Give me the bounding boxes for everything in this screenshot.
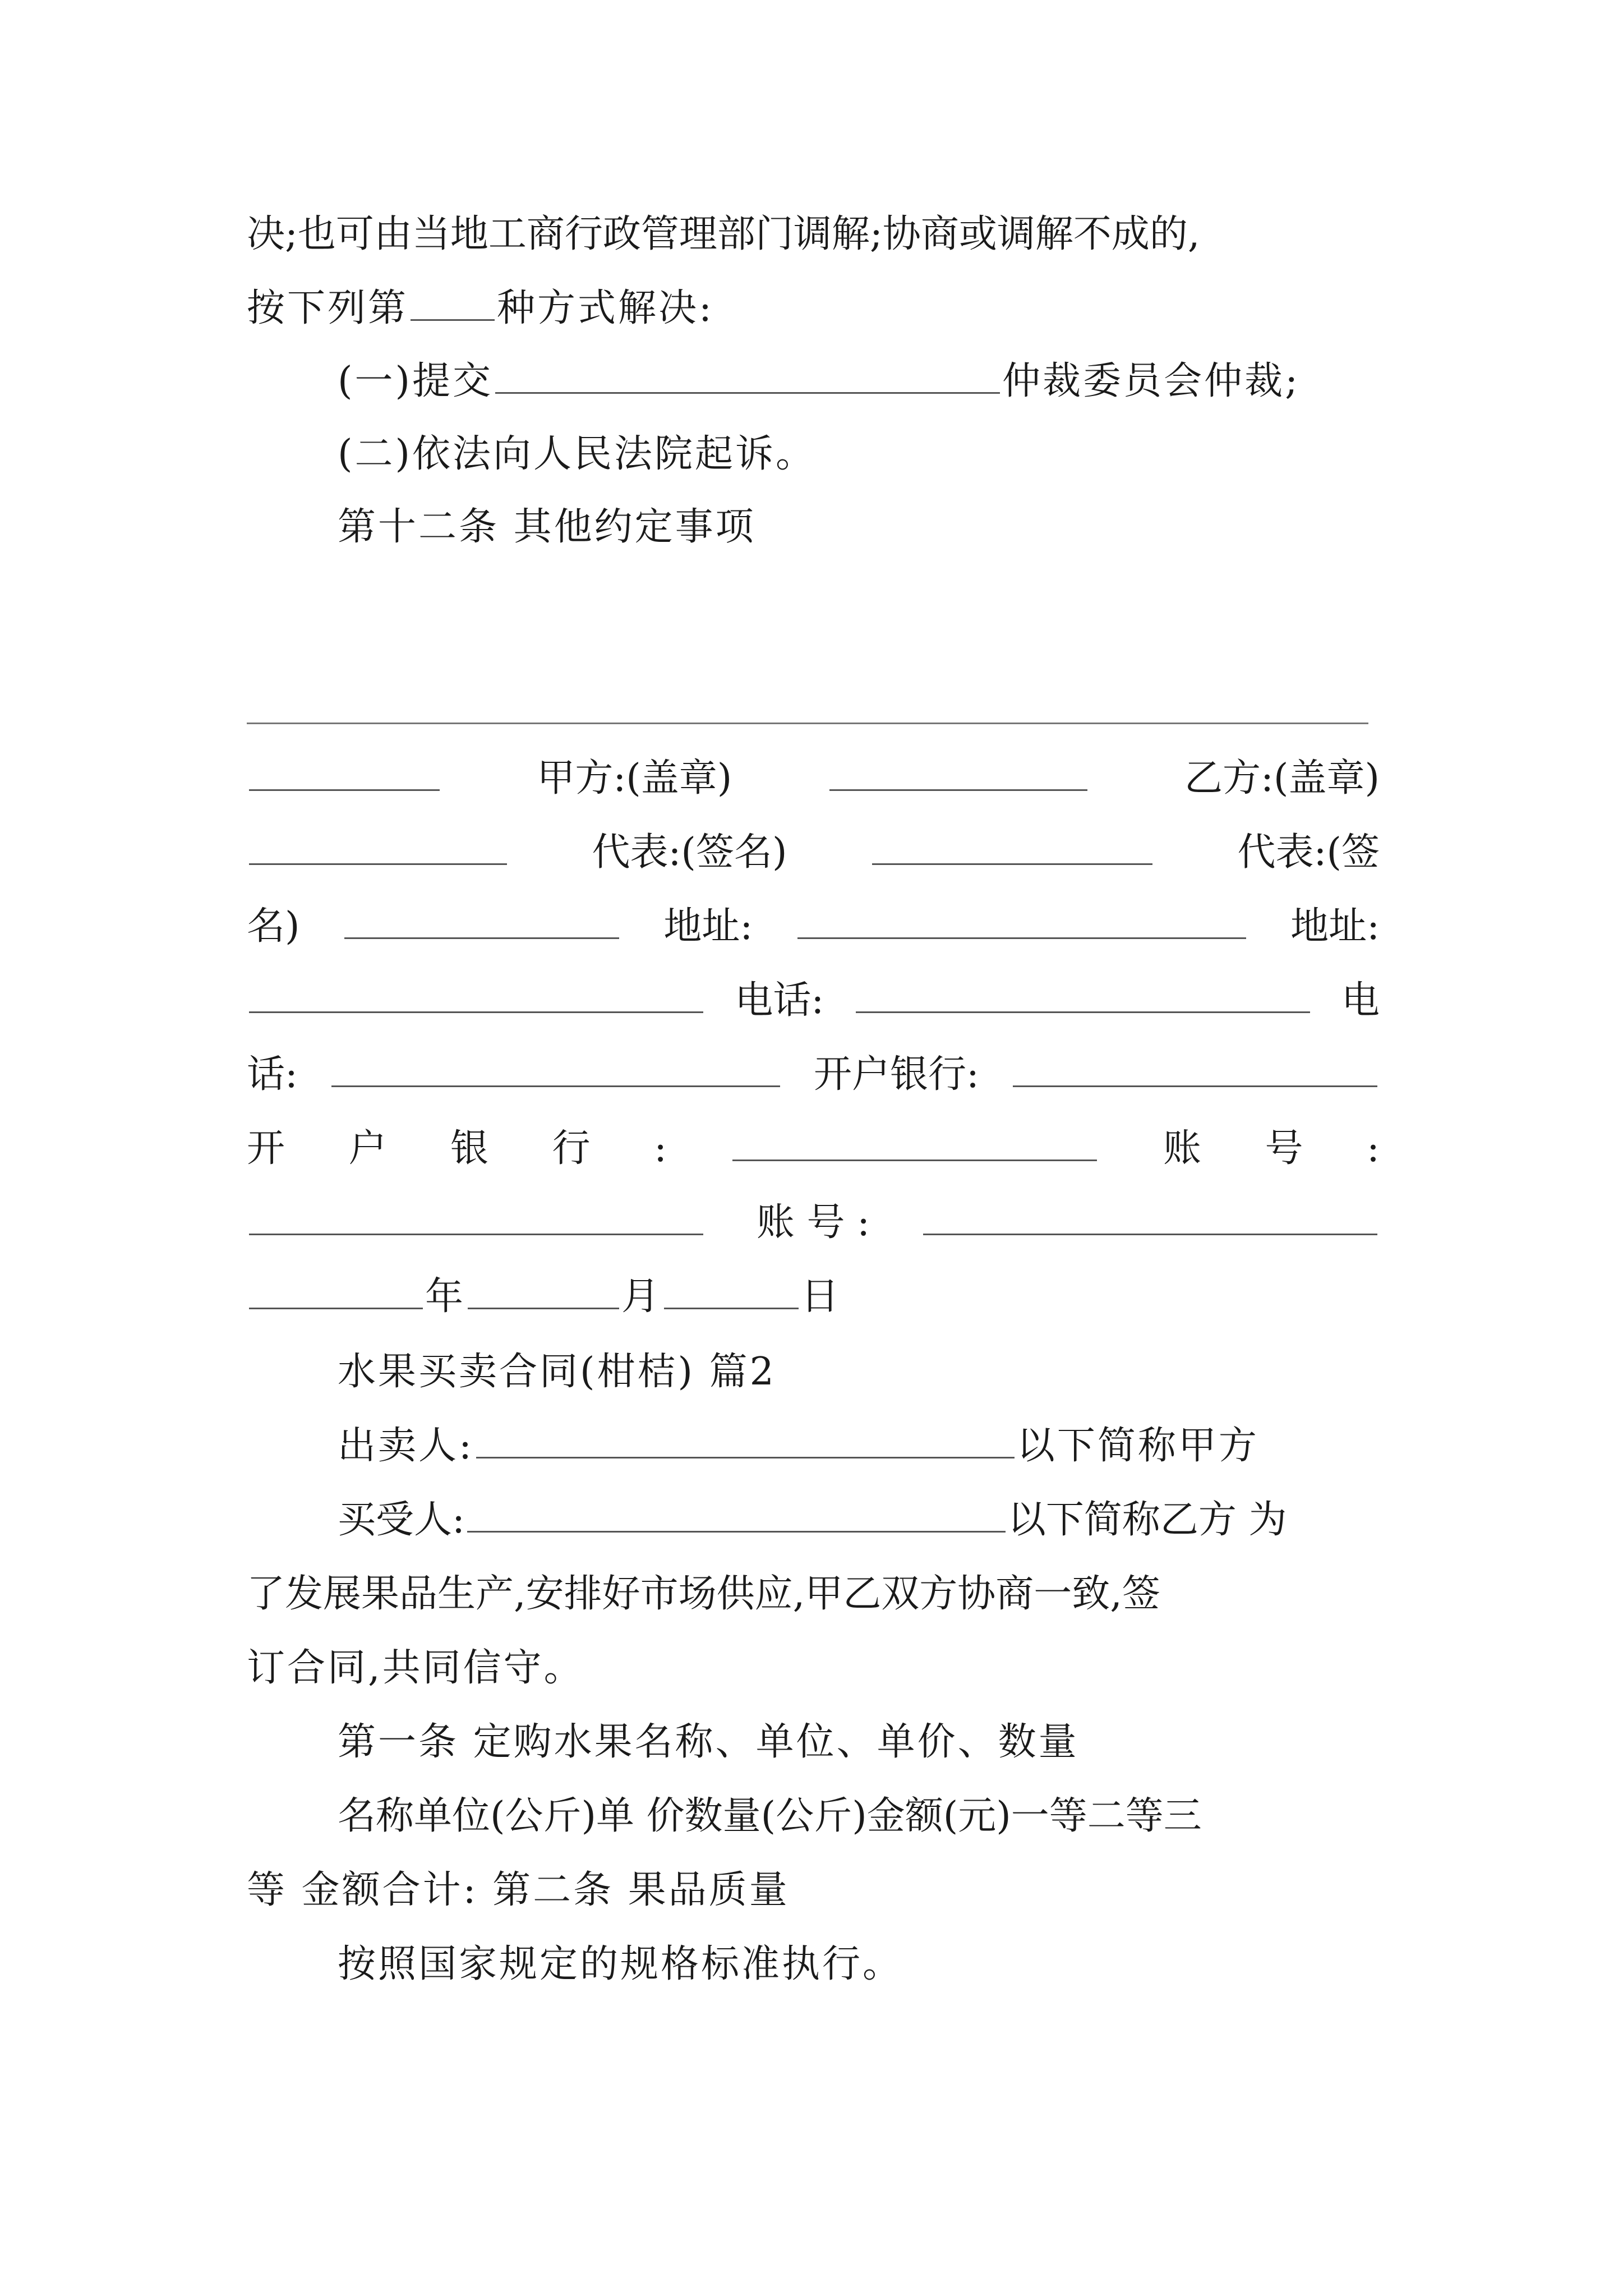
buyer-alias: 以下简称乙方 为	[1007, 1498, 1287, 1542]
party-a-seal-label: 甲方:(盖章)	[537, 756, 732, 800]
blank[interactable]	[732, 1122, 1097, 1161]
party-b-phone-label-cont: 话:	[247, 1052, 298, 1097]
sig-line-2	[247, 826, 1380, 880]
party-a-account-label-char: :	[1367, 1126, 1380, 1171]
party-b-rep-label-cont: 名)	[247, 904, 300, 949]
blank[interactable]	[249, 974, 703, 1013]
party-b-bank-label-char: 开	[247, 1126, 285, 1171]
table-footer-line	[247, 1864, 1380, 1917]
article-1-title: 第一条 定购水果名称、单位、单价、数量	[338, 1720, 1079, 1764]
year-blank[interactable]	[249, 1271, 423, 1309]
party-b-seal-label: 乙方:(盖章)	[1184, 756, 1380, 800]
blank[interactable]	[344, 900, 619, 939]
blank[interactable]	[797, 900, 1246, 939]
blank[interactable]	[923, 1197, 1377, 1235]
price-table-total-and-article-2: 等 金额合计: 第二条 果品质量	[247, 1868, 790, 1912]
intro-line	[247, 1567, 1380, 1621]
method-choice-prefix: 按下列第	[247, 286, 409, 330]
intro-end-text: 订合同,共同信守。	[247, 1646, 584, 1690]
method-choice-suffix: 种方式解决:	[497, 286, 714, 330]
party-a-bank-label: 开户银行:	[814, 1052, 979, 1097]
intro-end-line	[247, 1641, 1380, 1695]
party-b-address-label: 地址:	[1290, 904, 1380, 949]
buyer-line	[338, 1493, 1380, 1547]
blank[interactable]	[331, 1048, 780, 1087]
day-label: 日	[801, 1274, 842, 1319]
quality-standard-text: 按照国家规定的规格标准执行。	[338, 1942, 903, 1986]
blank[interactable]	[829, 752, 1087, 791]
party-a-account-label-char: 账	[1163, 1126, 1201, 1171]
party-b-account-label: 账 号 :	[756, 1200, 870, 1245]
party-b-bank-label-char: 行	[552, 1126, 591, 1171]
party-a-address-label: 地址:	[663, 904, 753, 949]
blank[interactable]	[856, 974, 1310, 1013]
buyer-label: 买受人:	[338, 1498, 465, 1542]
intro-text: 了发展果品生产,安排好市场供应,甲乙双方协商一致,签	[247, 1572, 1160, 1616]
month-label: 月	[621, 1274, 662, 1319]
dispute-text: 决;也可由当地工商行政管理部门调解;协商或调解不成的,	[247, 212, 1200, 256]
party-b-phone-label: 电	[1341, 978, 1380, 1023]
month-blank[interactable]	[468, 1271, 619, 1309]
quality-line	[338, 1938, 1380, 1991]
sig-line-6	[247, 1122, 1380, 1176]
party-a-account-label-char: 号	[1265, 1126, 1303, 1171]
blank[interactable]	[249, 752, 440, 791]
sig-line-7	[247, 1196, 1380, 1250]
blank[interactable]	[872, 826, 1152, 865]
sig-line-3	[247, 900, 1380, 954]
seller-name-blank[interactable]	[476, 1420, 1015, 1458]
litigation-option: (二)依法向人民法院起诉。	[338, 432, 817, 476]
party-b-bank-label-char: 银	[450, 1126, 489, 1171]
text-line-1	[247, 208, 1380, 261]
article-1-heading	[338, 1715, 1380, 1769]
day-blank[interactable]	[664, 1271, 799, 1309]
method-choice-blank[interactable]	[411, 282, 495, 321]
arbitration-prefix: (一)提交	[338, 359, 494, 403]
arbitration-committee-blank[interactable]	[495, 355, 1000, 394]
blank[interactable]	[1013, 1048, 1377, 1087]
party-b-bank-label-char: 户	[348, 1126, 387, 1171]
blank[interactable]	[249, 1197, 703, 1235]
other-terms-rule	[247, 723, 1368, 724]
seller-label: 出卖人:	[338, 1424, 474, 1468]
blank[interactable]	[249, 826, 507, 865]
date-line	[247, 1270, 1380, 1324]
buyer-name-blank[interactable]	[467, 1494, 1006, 1533]
sig-line-1	[247, 752, 1380, 806]
contract-2-title: 水果买卖合同(柑桔) 篇2	[338, 1350, 776, 1394]
party-b-rep-label: 代表:(签	[1237, 830, 1380, 875]
article-12-heading	[338, 500, 1380, 554]
party-a-phone-label: 电话:	[735, 978, 824, 1023]
text-line-3	[338, 355, 1380, 408]
table-header-line	[338, 1789, 1380, 1843]
sig-line-5	[247, 1048, 1380, 1102]
text-line-2	[247, 282, 1380, 335]
contract-2-heading	[338, 1345, 1380, 1399]
party-b-bank-label-char: :	[654, 1126, 667, 1171]
sig-line-4	[247, 974, 1380, 1028]
party-a-rep-label: 代表:(签名)	[592, 830, 787, 875]
article-12-title: 第十二条 其他约定事项	[338, 505, 756, 549]
price-table-header: 名称单位(公斤)单 价数量(公斤)金额(元)一等二等三	[338, 1794, 1202, 1838]
text-line-4	[338, 427, 1380, 481]
seller-alias: 以下简称甲方	[1016, 1424, 1259, 1468]
arbitration-suffix: 仲裁委员会仲裁;	[1002, 359, 1300, 403]
year-label: 年	[425, 1274, 466, 1319]
seller-line	[338, 1419, 1380, 1473]
